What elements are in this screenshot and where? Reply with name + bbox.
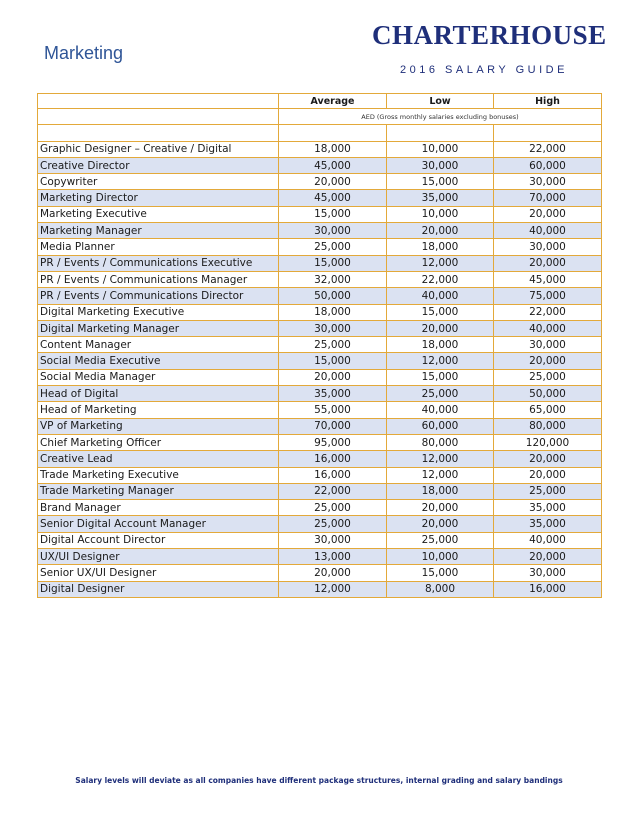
- cell-average: 25,000: [279, 337, 387, 353]
- cell-high: 75,000: [494, 288, 602, 304]
- cell-average: 32,000: [279, 271, 387, 287]
- cell-high: 20,000: [494, 451, 602, 467]
- table-row: [38, 565, 602, 581]
- table-row: [38, 174, 602, 190]
- header-low: Low: [387, 94, 494, 109]
- table-row: [38, 467, 602, 483]
- table-row: [38, 549, 602, 565]
- cell-role: Marketing Manager: [38, 223, 279, 239]
- cell-average: 20,000: [279, 369, 387, 385]
- cell-average: 25,000: [279, 500, 387, 516]
- cell-role: VP of Marketing: [38, 418, 279, 434]
- cell-high: 20,000: [494, 206, 602, 222]
- table-row: [38, 386, 602, 402]
- table-row: [38, 418, 602, 434]
- table-row: [38, 255, 602, 271]
- cell-role: Digital Designer: [38, 581, 279, 597]
- cell-role: Digital Account Director: [38, 532, 279, 548]
- cell-role: Trade Marketing Executive: [38, 467, 279, 483]
- cell-high: 40,000: [494, 223, 602, 239]
- cell-role: Copywriter: [38, 174, 279, 190]
- table-row: [38, 337, 602, 353]
- cell-low: 20,000: [387, 223, 494, 239]
- cell-high: 20,000: [494, 255, 602, 271]
- table-row: [38, 581, 602, 597]
- cell-average: 45,000: [279, 190, 387, 206]
- cell-high: 25,000: [494, 369, 602, 385]
- cell-average: 50,000: [279, 288, 387, 304]
- table-row: [38, 304, 602, 320]
- cell-low: 15,000: [387, 565, 494, 581]
- cell-average: 30,000: [279, 223, 387, 239]
- cell-low: 12,000: [387, 451, 494, 467]
- charterhouse-logo: CHARTERHOUSE: [372, 20, 607, 50]
- cell-low: 12,000: [387, 353, 494, 369]
- cell-average: 18,000: [279, 141, 387, 157]
- cell-average: 16,000: [279, 467, 387, 483]
- cell-role: PR / Events / Communications Director: [38, 288, 279, 304]
- header-average: Average: [279, 94, 387, 109]
- cell-high: 20,000: [494, 353, 602, 369]
- cell-role: Head of Digital: [38, 386, 279, 402]
- cell-high: 30,000: [494, 174, 602, 190]
- table-row: [38, 141, 602, 157]
- cell-low: 40,000: [387, 288, 494, 304]
- cell-role: Creative Director: [38, 157, 279, 173]
- cell-average: 25,000: [279, 516, 387, 532]
- cell-high: 50,000: [494, 386, 602, 402]
- table-row: [38, 483, 602, 499]
- cell-average: 70,000: [279, 418, 387, 434]
- cell-high: 120,000: [494, 434, 602, 450]
- cell-high: 35,000: [494, 500, 602, 516]
- table-row: [38, 190, 602, 206]
- table-row: [38, 353, 602, 369]
- cell-role: PR / Events / Communications Manager: [38, 271, 279, 287]
- cell-role: Head of Marketing: [38, 402, 279, 418]
- cell-average: 15,000: [279, 353, 387, 369]
- salary-table: [37, 93, 602, 598]
- cell-low: 18,000: [387, 337, 494, 353]
- footer-disclaimer: Salary levels will deviate as all companies have different package structures, internal grading and salary bandings: [75, 776, 563, 785]
- cell-low: 60,000: [387, 418, 494, 434]
- cell-average: 20,000: [279, 174, 387, 190]
- table-row: [38, 532, 602, 548]
- cell-high: 40,000: [494, 532, 602, 548]
- cell-role: UX/UI Designer: [38, 549, 279, 565]
- cell-high: 20,000: [494, 467, 602, 483]
- cell-low: 22,000: [387, 271, 494, 287]
- cell-high: 30,000: [494, 565, 602, 581]
- page-title: Marketing: [44, 43, 124, 63]
- cell-average: 15,000: [279, 206, 387, 222]
- cell-average: 18,000: [279, 304, 387, 320]
- cell-high: 20,000: [494, 549, 602, 565]
- cell-high: 60,000: [494, 157, 602, 173]
- cell-low: 15,000: [387, 304, 494, 320]
- cell-role: Creative Lead: [38, 451, 279, 467]
- cell-low: 30,000: [387, 157, 494, 173]
- cell-low: 10,000: [387, 549, 494, 565]
- table-row: [38, 369, 602, 385]
- salary-rows: [38, 141, 602, 597]
- cell-high: 22,000: [494, 304, 602, 320]
- cell-average: 15,000: [279, 255, 387, 271]
- cell-high: 40,000: [494, 320, 602, 336]
- cell-role: Brand Manager: [38, 500, 279, 516]
- cell-low: 20,000: [387, 516, 494, 532]
- cell-role: Social Media Manager: [38, 369, 279, 385]
- cell-low: 25,000: [387, 386, 494, 402]
- cell-high: 35,000: [494, 516, 602, 532]
- cell-low: 35,000: [387, 190, 494, 206]
- cell-high: 16,000: [494, 581, 602, 597]
- cell-high: 65,000: [494, 402, 602, 418]
- table-row: [38, 434, 602, 450]
- header-high: High: [494, 94, 602, 109]
- cell-low: 15,000: [387, 174, 494, 190]
- cell-role: Digital Marketing Manager: [38, 320, 279, 336]
- cell-high: 22,000: [494, 141, 602, 157]
- table-separator: [38, 125, 602, 141]
- cell-average: 30,000: [279, 320, 387, 336]
- cell-low: 18,000: [387, 483, 494, 499]
- cell-high: 30,000: [494, 337, 602, 353]
- table-row: [38, 288, 602, 304]
- cell-average: 30,000: [279, 532, 387, 548]
- cell-role: Digital Marketing Executive: [38, 304, 279, 320]
- cell-role: Senior UX/UI Designer: [38, 565, 279, 581]
- cell-role: Content Manager: [38, 337, 279, 353]
- cell-average: 35,000: [279, 386, 387, 402]
- cell-high: 30,000: [494, 239, 602, 255]
- cell-high: 25,000: [494, 483, 602, 499]
- cell-high: 70,000: [494, 190, 602, 206]
- cell-low: 10,000: [387, 206, 494, 222]
- cell-role: Social Media Executive: [38, 353, 279, 369]
- cell-average: 20,000: [279, 565, 387, 581]
- cell-low: 25,000: [387, 532, 494, 548]
- header-role: [38, 94, 279, 109]
- currency-note: AED (Gross monthly salaries excluding bonuses): [279, 109, 602, 125]
- cell-average: 55,000: [279, 402, 387, 418]
- cell-low: 12,000: [387, 467, 494, 483]
- cell-low: 15,000: [387, 369, 494, 385]
- cell-average: 22,000: [279, 483, 387, 499]
- cell-high: 80,000: [494, 418, 602, 434]
- cell-role: PR / Events / Communications Executive: [38, 255, 279, 271]
- table-row: [38, 402, 602, 418]
- cell-low: 20,000: [387, 500, 494, 516]
- table-row: [38, 451, 602, 467]
- table-row: [38, 157, 602, 173]
- cell-role: Trade Marketing Manager: [38, 483, 279, 499]
- cell-low: 12,000: [387, 255, 494, 271]
- table-row: [38, 206, 602, 222]
- cell-low: 8,000: [387, 581, 494, 597]
- cell-average: 16,000: [279, 451, 387, 467]
- cell-average: 45,000: [279, 157, 387, 173]
- cell-role: Media Planner: [38, 239, 279, 255]
- table-row: [38, 320, 602, 336]
- salary-guide-subtitle: 2016 SALARY GUIDE: [400, 64, 568, 76]
- cell-average: 13,000: [279, 549, 387, 565]
- cell-high: 45,000: [494, 271, 602, 287]
- cell-low: 40,000: [387, 402, 494, 418]
- cell-low: 20,000: [387, 320, 494, 336]
- table-row: [38, 223, 602, 239]
- cell-average: 12,000: [279, 581, 387, 597]
- cell-low: 18,000: [387, 239, 494, 255]
- cell-average: 95,000: [279, 434, 387, 450]
- cell-role: Marketing Director: [38, 190, 279, 206]
- table-row: [38, 239, 602, 255]
- note-spacer: [38, 109, 279, 125]
- cell-low: 80,000: [387, 434, 494, 450]
- table-row: [38, 500, 602, 516]
- cell-role: Chief Marketing Officer: [38, 434, 279, 450]
- cell-average: 25,000: [279, 239, 387, 255]
- table-note-row: [38, 109, 602, 125]
- cell-role: Marketing Executive: [38, 206, 279, 222]
- cell-low: 10,000: [387, 141, 494, 157]
- cell-role: Graphic Designer – Creative / Digital: [38, 141, 279, 157]
- table-header-row: [38, 94, 602, 109]
- table-row: [38, 271, 602, 287]
- table-row: [38, 516, 602, 532]
- cell-role: Senior Digital Account Manager: [38, 516, 279, 532]
